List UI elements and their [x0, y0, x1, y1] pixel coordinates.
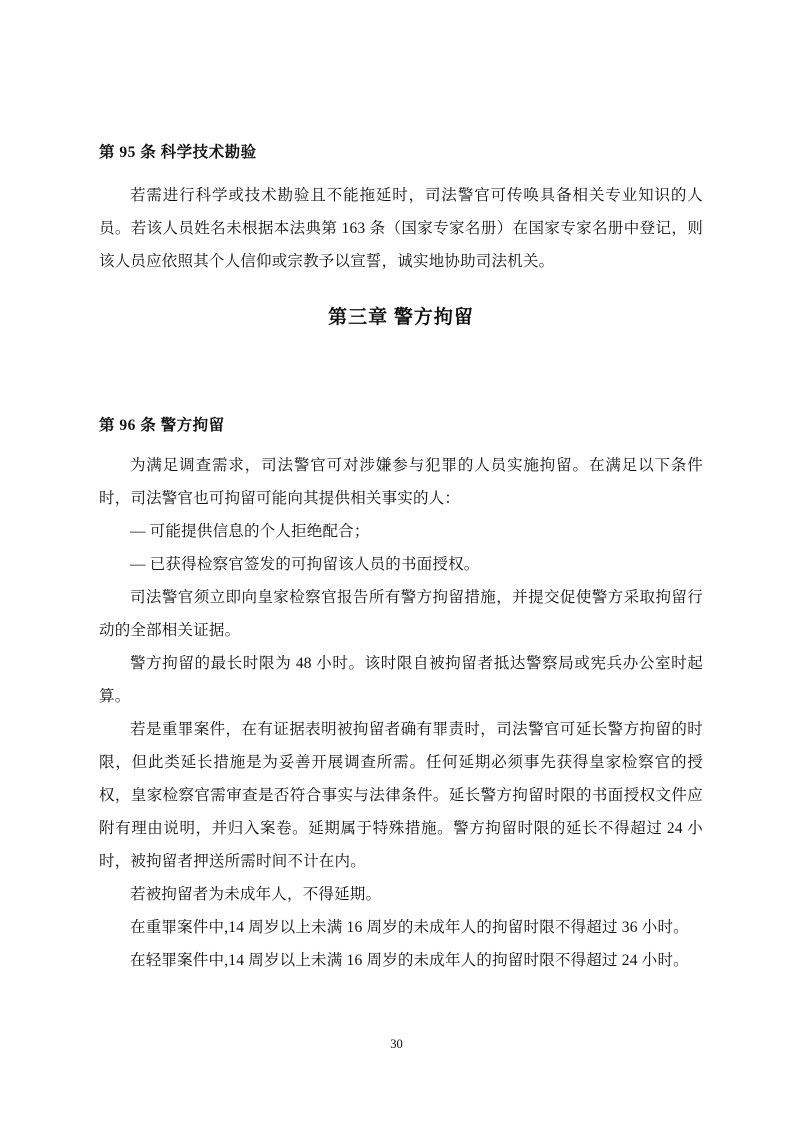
- article-96-paragraph-3: 警方拘留的最长时限为 48 小时。该时限自被拘留者抵达警察局或宪兵办公室时起算。: [99, 655, 703, 705]
- article-96-paragraph-4: 若是重罪案件，在有证据表明被拘留者确有罪责时，司法警官可延长警方拘留的时限，但此类延长措施是为妥善开展调查所需。任何延期必须事先获得皇家检察官的授权，皇家检察官需审查是否符合事实与法律条件。延长警方拘留时限的书面授权文件应附有理由说明，并归入案卷。延期属于特殊措施。警方拘留时限的延长不得超过 24 小时，被拘留者押送所需时间不计在内。: [99, 721, 703, 870]
- article-96-paragraph-1: 为满足调查需求，司法警官可对涉嫌参与犯罪的人员实施拘留。在满足以下条件时，司法警官也可拘留可能向其提供相关事实的人：: [99, 457, 703, 507]
- article-96-paragraph-2: 司法警官须立即向皇家检察官报告所有警方拘留措施，并提交促使警方采取拘留行动的全部相关证据。: [99, 589, 703, 639]
- article-95-paragraph: 若需进行科学或技术勘验且不能拖延时，司法警官可传唤具备相关专业知识的人员。若该人员姓名未根据本法典第 163 条（国家专家名册）在国家专家名册中登记，则该人员应依照其个人信仰或宗教予以宣誓，诚实地协助司法机关。: [99, 187, 703, 270]
- article-96-paragraph-5: 若被拘留者为未成年人，不得延期。: [130, 886, 382, 903]
- article-95-heading: 第 95 条 科学技术勘验: [99, 144, 257, 161]
- article-96-paragraph-6: 在重罪案件中,14 周岁以上未满 16 周岁的未成年人的拘留时限不得超过 36 小时。: [130, 919, 689, 936]
- article-96-section: [99, 415, 703, 977]
- article-96-dash-item-1: — 可能提供信息的个人拒绝配合；: [130, 523, 370, 540]
- article-96-dash-item-2: — 已获得检察官签发的可拘留该人员的书面授权。: [130, 556, 480, 573]
- page-number: 30: [390, 1037, 403, 1051]
- article-96-heading: 第 96 条 警方拘留: [99, 417, 225, 434]
- page-content: [99, 142, 703, 977]
- chapter-3-heading: 第三章 警方拘留: [328, 307, 474, 328]
- article-96-paragraph-7: 在轻罪案件中,14 周岁以上未满 16 周岁的未成年人的拘留时限不得超过 24 小时。: [130, 952, 689, 969]
